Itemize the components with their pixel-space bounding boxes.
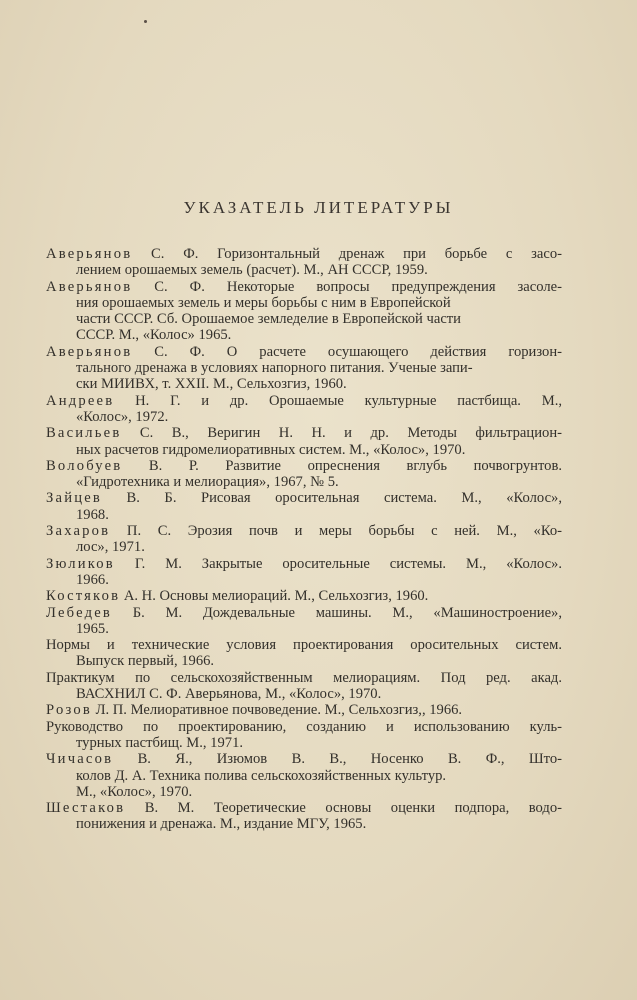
reference-list	[46, 246, 562, 833]
reference-author: Шестаков	[46, 800, 126, 817]
reference-author: Захаров	[46, 523, 111, 540]
reference-line: 1968.	[76, 506, 109, 523]
reference-entry	[46, 393, 562, 426]
reference-line: колов Д. А. Техника полива сельскохозяйственных культур.	[76, 767, 447, 784]
reference-line: «Гидротехника и мелиорация», 1967, № 5.	[76, 474, 339, 491]
reference-line: Практикум по сельскохозяйственным мелиорациям. Под ред. акад.	[46, 669, 562, 686]
reference-text: С. Ф. Некоторые вопросы предупреждения засоле-	[132, 278, 562, 295]
reference-text: А. Н. Основы мелиораций. М., Сельхозгиз, 1960.	[120, 588, 429, 605]
reference-line: турных пастбищ. М., 1971.	[76, 734, 244, 751]
reference-author: Аверьянов	[46, 343, 133, 360]
reference-line: 1965.	[76, 620, 109, 637]
reference-line: лением орошаемых земель (расчет). М., АН СССР, 1959.	[76, 262, 428, 279]
reference-line: Нормы и технические условия проектирования оросительных систем.	[46, 637, 562, 654]
reference-line: лос», 1971.	[76, 539, 145, 556]
reference-line: ВАСХНИЛ С. Ф. Аверьянова, М., «Колос», 1970.	[76, 686, 382, 703]
reference-line: «Колос», 1972.	[76, 408, 169, 425]
reference-text: С. В., Веригин Н. Н. и др. Методы фильтрацион-	[121, 425, 562, 442]
reference-author: Аверьянов	[46, 246, 133, 262]
reference-entry	[46, 702, 562, 718]
reference-author: Костяков	[46, 588, 121, 605]
reference-line: СССР. М., «Колос» 1965.	[76, 327, 232, 344]
reference-author: Аверьянов	[46, 278, 133, 295]
reference-author: Васильев	[46, 425, 122, 442]
reference-text: П. С. Эрозия почв и меры борьбы с ней. М., «Ко-	[110, 523, 562, 540]
reference-text: Г. М. Закрытые оросительные системы. М., «Колос».	[114, 555, 562, 572]
reference-entry	[46, 751, 562, 800]
reference-author: Лебедев	[46, 604, 112, 621]
reference-entry	[46, 556, 562, 589]
reference-line: тального дренажа в условиях напорного питания. Ученые запи-	[76, 360, 473, 377]
reference-text: В. Б. Рисовая оросительная система. М., «Колос»,	[101, 490, 562, 507]
page-title: УКАЗАТЕЛЬ ЛИТЕРАТУРЫ	[183, 198, 454, 217]
reference-text: С. Ф. Горизонтальный дренаж при борьбе с засо-	[132, 246, 562, 262]
reference-entry	[46, 279, 562, 344]
reference-text: В. М. Теоретические основы оценки подпора, водо-	[125, 800, 562, 817]
reference-author: Розов	[46, 702, 92, 719]
reference-author: Зайцев	[46, 490, 102, 507]
reference-line: ных расчетов гидромелиоративных систем. М., «Колос», 1970.	[76, 441, 466, 458]
reference-text: В. Я., Изюмов В. В., Носенко В. Ф., Што-	[113, 751, 562, 768]
reference-line: ски МИИВХ, т. XXII. М., Сельхозгиз, 1960.	[76, 376, 347, 393]
reference-entry	[46, 246, 562, 279]
reference-entry	[46, 344, 562, 393]
reference-entry	[46, 425, 562, 458]
reference-entry	[46, 719, 562, 752]
ink-speck	[144, 20, 147, 23]
reference-text: Л. П. Мелиоративное почвоведение. М., Сельхозгиз,, 1966.	[91, 702, 463, 719]
reference-line: ния орошаемых земель и меры борьбы с ним в Европейской	[76, 294, 451, 311]
reference-text: С. Ф. О расчете осушающего действия горизон-	[132, 343, 562, 360]
reference-author: Чичасов	[46, 751, 114, 768]
reference-author: Волобуев	[46, 457, 123, 474]
reference-entry	[46, 523, 562, 556]
reference-text: В. Р. Развитие опреснения вглубь почвогрунтов.	[122, 457, 562, 474]
reference-entry	[46, 588, 562, 604]
reference-line: 1966.	[76, 571, 109, 588]
reference-line: М., «Колос», 1970.	[76, 783, 193, 800]
reference-author: Зюликов	[46, 555, 115, 572]
reference-entry	[46, 605, 562, 638]
reference-line: Руководство по проектированию, созданию и использованию куль-	[46, 718, 562, 735]
reference-entry	[46, 490, 562, 523]
reference-text: Н. Г. и др. Орошаемые культурные пастбища. М.,	[114, 392, 562, 409]
reference-line: Выпуск первый, 1966.	[76, 653, 215, 670]
reference-entry	[46, 670, 562, 703]
reference-author: Андреев	[46, 392, 115, 409]
reference-entry	[46, 800, 562, 833]
reference-line: понижения и дренажа. М., издание МГУ, 1965.	[76, 816, 367, 833]
reference-entry	[46, 637, 562, 670]
reference-entry	[46, 458, 562, 491]
reference-text: Б. М. Дождевальные машины. М., «Машиностроение»,	[112, 604, 562, 621]
reference-line: части СССР. Сб. Орошаемое земледелие в Европейской части	[76, 311, 461, 328]
